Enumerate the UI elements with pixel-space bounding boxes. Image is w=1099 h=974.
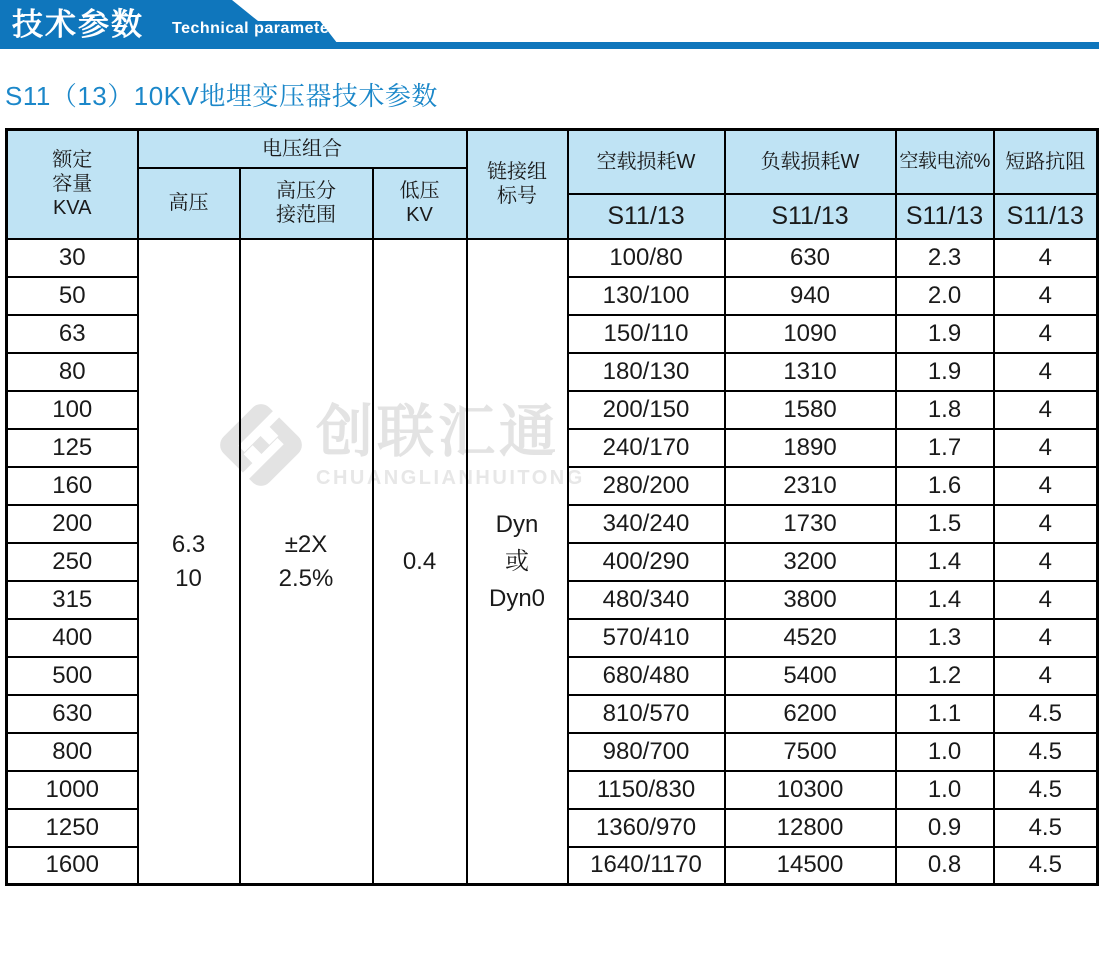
col-header-hv: 高压 <box>138 168 240 239</box>
cell-no-load-current: 1.4 <box>896 581 994 619</box>
cell-kva: 1250 <box>7 809 138 847</box>
cell-load-loss: 6200 <box>725 695 896 733</box>
cell-lv-merged: 0.4 <box>373 239 467 885</box>
header-row-1 <box>7 130 1098 168</box>
cell-no-load-loss: 240/170 <box>568 429 725 467</box>
col-header-capacity <box>7 130 138 239</box>
col-header-lv-line: KV <box>406 204 433 226</box>
banner-title: 技术参数 <box>12 7 144 42</box>
cell-no-load-loss: 280/200 <box>568 467 725 505</box>
cell-impedance: 4 <box>994 657 1098 695</box>
cell-no-load-loss: 130/100 <box>568 277 725 315</box>
col-header-vector-line: 链接组 <box>487 161 548 184</box>
cell-kva: 1600 <box>7 847 138 885</box>
cell-kva: 50 <box>7 277 138 315</box>
cell-load-loss: 4520 <box>725 619 896 657</box>
subheader-model-load-loss: S11/13 <box>725 194 896 239</box>
cell-kva: 1000 <box>7 771 138 809</box>
cell-kva: 30 <box>7 239 138 277</box>
cell-kva: 250 <box>7 543 138 581</box>
cell-no-load-current: 1.8 <box>896 391 994 429</box>
cell-kva: 500 <box>7 657 138 695</box>
table-row <box>7 239 1098 277</box>
subheader-model-no-load-loss: S11/13 <box>568 194 725 239</box>
cell-no-load-loss: 680/480 <box>568 657 725 695</box>
watermark-name-en: CHUANGLIANHUITONG <box>316 467 585 489</box>
col-header-no-load-loss: 空载损耗W <box>568 130 725 194</box>
cell-no-load-loss: 570/410 <box>568 619 725 657</box>
cell-no-load-current: 2.3 <box>896 239 994 277</box>
cell-load-loss: 10300 <box>725 771 896 809</box>
cell-impedance: 4 <box>994 581 1098 619</box>
cell-kva: 160 <box>7 467 138 505</box>
cell-impedance: 4 <box>994 239 1098 277</box>
cell-no-load-loss: 810/570 <box>568 695 725 733</box>
cell-hv-tap-merged: ±2X 2.5% <box>240 239 373 885</box>
cell-load-loss: 12800 <box>725 809 896 847</box>
cell-no-load-loss: 180/130 <box>568 353 725 391</box>
subheader-model-impedance: S11/13 <box>994 194 1098 239</box>
cell-impedance: 4 <box>994 315 1098 353</box>
col-header-voltage-group: 电压组合 <box>138 130 467 168</box>
cell-kva: 400 <box>7 619 138 657</box>
cell-kva: 100 <box>7 391 138 429</box>
cell-impedance: 4 <box>994 619 1098 657</box>
cell-no-load-loss: 150/110 <box>568 315 725 353</box>
col-header-vector-group <box>467 130 568 239</box>
cell-no-load-loss: 1360/970 <box>568 809 725 847</box>
cell-impedance: 4 <box>994 429 1098 467</box>
cell-kva: 63 <box>7 315 138 353</box>
col-header-no-load-current: 空载电流% <box>896 130 994 194</box>
cell-no-load-loss: 400/290 <box>568 543 725 581</box>
col-header-capacity-line: 额定 <box>52 149 93 172</box>
col-header-impedance: 短路抗阻 <box>994 130 1098 194</box>
cell-no-load-loss: 980/700 <box>568 733 725 771</box>
cell-no-load-loss: 340/240 <box>568 505 725 543</box>
cell-load-loss: 1090 <box>725 315 896 353</box>
cell-load-loss: 5400 <box>725 657 896 695</box>
cell-impedance: 4 <box>994 543 1098 581</box>
cell-no-load-current: 2.0 <box>896 277 994 315</box>
cell-no-load-current: 1.2 <box>896 657 994 695</box>
col-header-hv-tap-line: 接范围 <box>276 204 336 226</box>
cell-no-load-loss: 1640/1170 <box>568 847 725 885</box>
cell-kva: 315 <box>7 581 138 619</box>
cell-no-load-current: 0.9 <box>896 809 994 847</box>
cell-no-load-current: 1.7 <box>896 429 994 467</box>
cell-hv-merged: 6.3 10 <box>138 239 240 885</box>
cell-load-loss: 1890 <box>725 429 896 467</box>
cell-load-loss: 1310 <box>725 353 896 391</box>
cell-impedance: 4.5 <box>994 695 1098 733</box>
cell-no-load-loss: 1150/830 <box>568 771 725 809</box>
cell-kva: 80 <box>7 353 138 391</box>
cell-no-load-current: 1.6 <box>896 467 994 505</box>
cell-load-loss: 940 <box>725 277 896 315</box>
cell-kva: 630 <box>7 695 138 733</box>
cell-no-load-current: 0.8 <box>896 847 994 885</box>
cell-no-load-current: 1.9 <box>896 353 994 391</box>
cell-no-load-current: 1.5 <box>896 505 994 543</box>
cell-vector-merged: Dyn 或 Dyn0 <box>467 239 568 885</box>
cell-impedance: 4 <box>994 277 1098 315</box>
cell-kva: 125 <box>7 429 138 467</box>
col-header-hv-tap <box>240 168 373 239</box>
cell-impedance: 4 <box>994 505 1098 543</box>
cell-no-load-current: 1.1 <box>896 695 994 733</box>
cell-no-load-current: 1.3 <box>896 619 994 657</box>
cell-load-loss: 1730 <box>725 505 896 543</box>
cell-impedance: 4 <box>994 467 1098 505</box>
cell-load-loss: 14500 <box>725 847 896 885</box>
col-header-lv <box>373 168 467 239</box>
col-header-load-loss: 负载损耗W <box>725 130 896 194</box>
cell-kva: 800 <box>7 733 138 771</box>
cell-impedance: 4 <box>994 391 1098 429</box>
cell-load-loss: 3200 <box>725 543 896 581</box>
cell-no-load-current: 1.4 <box>896 543 994 581</box>
cell-impedance: 4.5 <box>994 809 1098 847</box>
cell-load-loss: 3800 <box>725 581 896 619</box>
cell-no-load-current: 1.0 <box>896 733 994 771</box>
cell-no-load-current: 1.0 <box>896 771 994 809</box>
col-header-capacity-line: KVA <box>52 197 92 220</box>
cell-load-loss: 2310 <box>725 467 896 505</box>
cell-impedance: 4 <box>994 353 1098 391</box>
cell-kva: 200 <box>7 505 138 543</box>
cell-load-loss: 1580 <box>725 391 896 429</box>
table-body <box>7 239 1098 885</box>
cell-no-load-loss: 100/80 <box>568 239 725 277</box>
cell-impedance: 4.5 <box>994 771 1098 809</box>
cell-load-loss: 7500 <box>725 733 896 771</box>
col-header-vector-line: 标号 <box>497 185 538 208</box>
col-header-capacity-line: 容量 <box>52 173 93 196</box>
cell-no-load-loss: 480/340 <box>568 581 725 619</box>
cell-impedance: 4.5 <box>994 733 1098 771</box>
page-title: S11（13）10KV地埋变压器技术参数 <box>5 81 438 111</box>
cell-no-load-current: 1.9 <box>896 315 994 353</box>
watermark-name-cn: 创联汇通 <box>316 400 560 464</box>
cell-impedance: 4.5 <box>994 847 1098 885</box>
spec-table <box>5 128 1099 886</box>
col-header-lv-line: 低压 <box>399 180 440 202</box>
banner-subtitle-en: Technical parameter <box>172 20 336 37</box>
cell-no-load-loss: 200/150 <box>568 391 725 429</box>
subheader-model-no-load-current: S11/13 <box>896 194 994 239</box>
col-header-hv-tap-line: 高压分 <box>276 180 336 202</box>
table-header <box>7 130 1098 239</box>
cell-load-loss: 630 <box>725 239 896 277</box>
